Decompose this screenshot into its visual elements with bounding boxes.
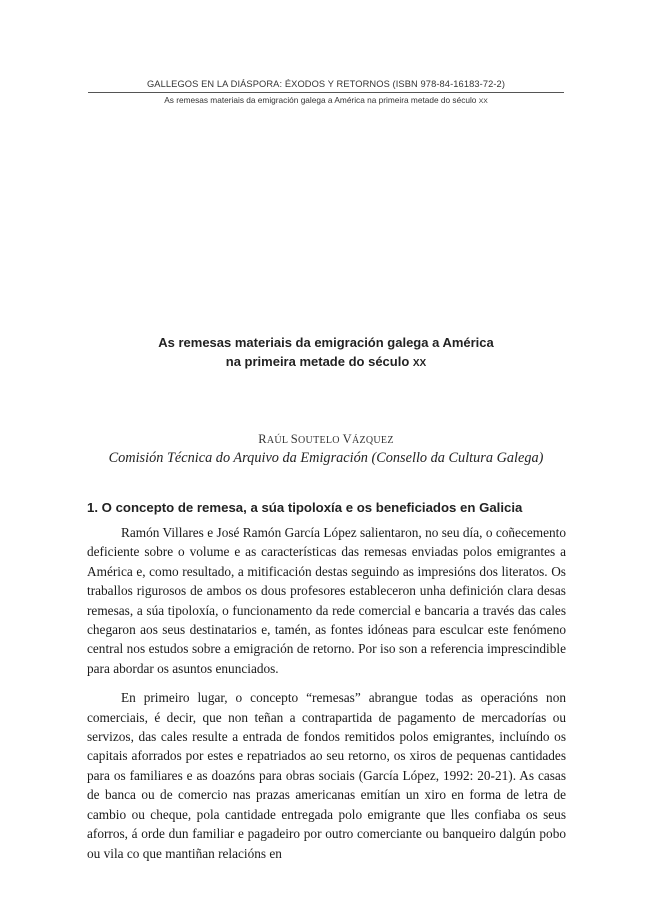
- author-initial: R: [258, 432, 267, 446]
- book-title-header: GALLEGOS EN LA DIÁSPORA: ÉXODOS Y RETORNOS (ISBN 978-84-16183-72-2): [88, 79, 564, 93]
- title-line-2: [60, 352, 592, 373]
- author-initial: V: [342, 432, 352, 446]
- author-affiliation: Comisión Técnica do Arquivo da Emigración (Consello da Cultura Galega): [108, 450, 544, 466]
- title-line-1: As remesas materiais da emigración galega a América: [158, 335, 494, 350]
- author-name-part: OUTELO: [298, 435, 343, 446]
- author-name-part: AÚL: [266, 435, 291, 446]
- author-initial: S: [290, 432, 299, 446]
- title-line-2-text: na primeira metade do século: [225, 354, 413, 369]
- author-name-part: ÁZQUEZ: [351, 435, 394, 446]
- century-numeral: XX: [478, 98, 488, 105]
- chapter-title-header: [88, 93, 564, 105]
- paragraph: En primeiro lugar, o concepto “remesas” abrangue todas as operacións non comerciais, é decir, que non teñan a contrapartida de pagamento de mercadorías ou servizos, das cales resulte a entrada de fondos remitidos polos emigrantes, incluíndo os capitais aforrados por estes e repatriados ao seu retorno, os xiros de pequenas cantidades para os familiares e as doazóns para obras sociais (García López, 1992: 20-21). As casas de banca ou de comercio nas prazas americanas emitían un xiro en forma de letra de cambio ou cheque, pola cantidade entregada polo emigrante que lles confiaba os seus aforros, á orde dun familiar e pagadeiro por outro comerciante ou banqueiro dalgún pobo ou vila co que mantiñan relacións en: [87, 690, 566, 861]
- body-text: [87, 523, 566, 863]
- title-century-numeral: XX: [412, 358, 427, 369]
- author-name: [60, 432, 592, 447]
- running-head: [88, 79, 564, 105]
- article-title: [60, 333, 592, 373]
- chapter-title-header-text: As remesas materiais da emigración galega a América na primeira metade do século: [164, 95, 479, 105]
- section-heading: 1. O concepto de remesa, a súa tipoloxía e os beneficiados en Galicia: [87, 500, 523, 515]
- paragraph: Ramón Villares e José Ramón García López salientaron, no seu día, o coñecemento deficiente sobre o volume e as características das remesas enviadas polos emigrantes a América e, como resultado, a mitificación destas seguindo as impresións dos literatos. Os traballos rigurosos de ambos os dous profesores estableceron unha definición clara desas remesas, a súa tipoloxía, o funcionamento da rede comercial e bancaria a través das cales chegaron aos seus destinatarios e, tamén, as fontes idóneas para esculcar este fenómeno central nos estudos sobre a emigración de retorno. Por iso son a referencia imprescindible para abordar os asuntos enunciados.: [87, 525, 566, 676]
